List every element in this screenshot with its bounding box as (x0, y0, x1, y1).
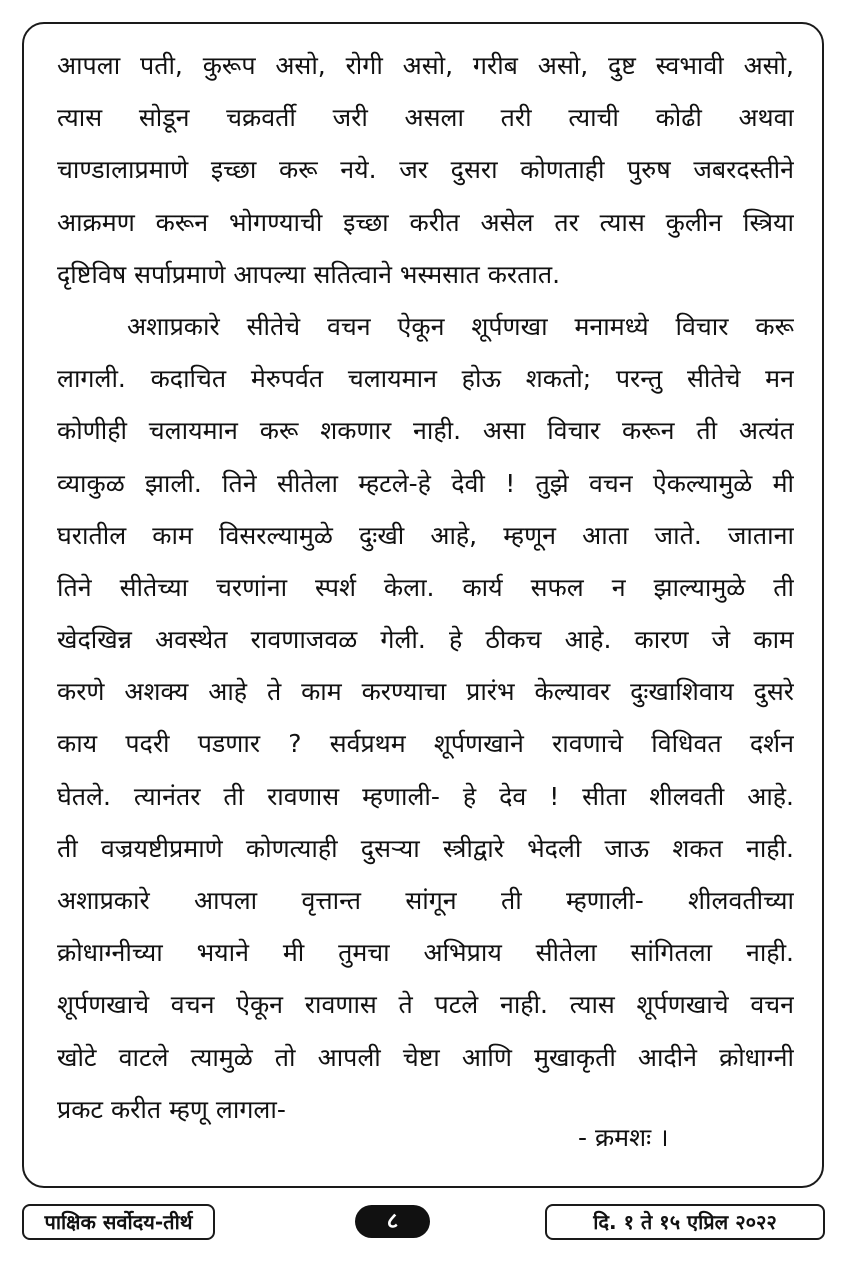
text-line: आपला पती, कुरूप असो, रोगी असो, गरीब असो, दुष्ट स्वभावी असो, (57, 51, 794, 80)
text-line: तिने सीतेच्या चरणांना स्पर्श केला. कार्य सफल न झाल्यामुळे ती (57, 572, 794, 602)
text-line: करणे अशक्य आहे ते काम करण्याचा प्रारंभ केल्यावर दुःखाशिवाय दुसरे (57, 677, 794, 707)
text-line: लागली. कदाचित मेरुपर्वत चलायमान होऊ शकतो; परन्तु सीतेचे मन (57, 364, 794, 394)
text-line: घेतले. त्यानंतर ती रावणास म्हणाली- हे देव ! सीता शीलवती आहे. (57, 781, 794, 811)
text-line: खोटे वाटले त्यामुळे तो आपली चेष्टा आणि मुखाकृती आदीने क्रोधाग्नी (57, 1042, 794, 1072)
paragraph-start-line: अशाप्रकारे सीतेचे वचन ऐकून शूर्पणखा मनामध्ये विचार करू (127, 311, 794, 341)
article-body (57, 40, 794, 1136)
text-line: आक्रमण करून भोगण्याची इच्छा करीत असेल तर त्यास कुलीन स्त्रिया (57, 207, 794, 237)
text-line: खेदखिन्न अवस्थेत रावणाजवळ गेली. हे ठीकच आहे. कारण जे काम (57, 625, 794, 655)
publication-name: पाक्षिक सर्वोदय-तीर्थ (22, 1204, 215, 1240)
text-line: क्रोधाग्नीच्या भयाने मी तुमचा अभिप्राय सीतेला सांगितला नाही. (57, 938, 794, 968)
text-line: प्रकट करीत म्हणू लागला- (57, 1094, 286, 1124)
text-line: अशाप्रकारे आपला वृत्तान्त सांगून ती म्हणाली- शीलवतीच्या (57, 886, 794, 915)
text-line: व्याकुळ झाली. तिने सीतेला म्हटले-हे देवी ! तुझे वचन ऐकल्यामुळे मी (57, 468, 794, 498)
text-line: काय पदरी पडणार ? सर्वप्रथम शूर्पणखाने रावणाचे विधिवत दर्शन (57, 729, 794, 759)
issue-date: दि. १ ते १५ एप्रिल २०२२ (545, 1204, 825, 1240)
text-line: शूर्पणखाचे वचन ऐकून रावणास ते पटले नाही. त्यास शूर्पणखाचे वचन (57, 990, 794, 1020)
text-line: घरातील काम विसरल्यामुळे दुःखी आहे, म्हणून आता जाते. जाताना (57, 520, 794, 550)
text-line: ती वज्रयष्टीप्रमाणे कोणत्याही दुसऱ्या स्त्रीद्वारे भेदली जाऊ शकत नाही. (57, 833, 794, 863)
page-number-badge: ८ (355, 1205, 430, 1238)
text-line: कोणीही चलायमान करू शकणार नाही. असा विचार करून ती अत्यंत (57, 416, 794, 446)
text-line: दृष्टिविष सर्पाप्रमाणे आपल्या सतित्वाने भस्मसात करतात. (57, 259, 561, 289)
text-line: त्यास सोडून चक्रवर्ती जरी असला तरी त्याची कोढी अथवा (57, 103, 794, 133)
to-be-continued-note: - क्रमशः । (578, 1123, 669, 1152)
text-line: चाण्डालाप्रमाणे इच्छा करू नये. जर दुसरा कोणताही पुरुष जबरदस्तीने (57, 155, 794, 185)
